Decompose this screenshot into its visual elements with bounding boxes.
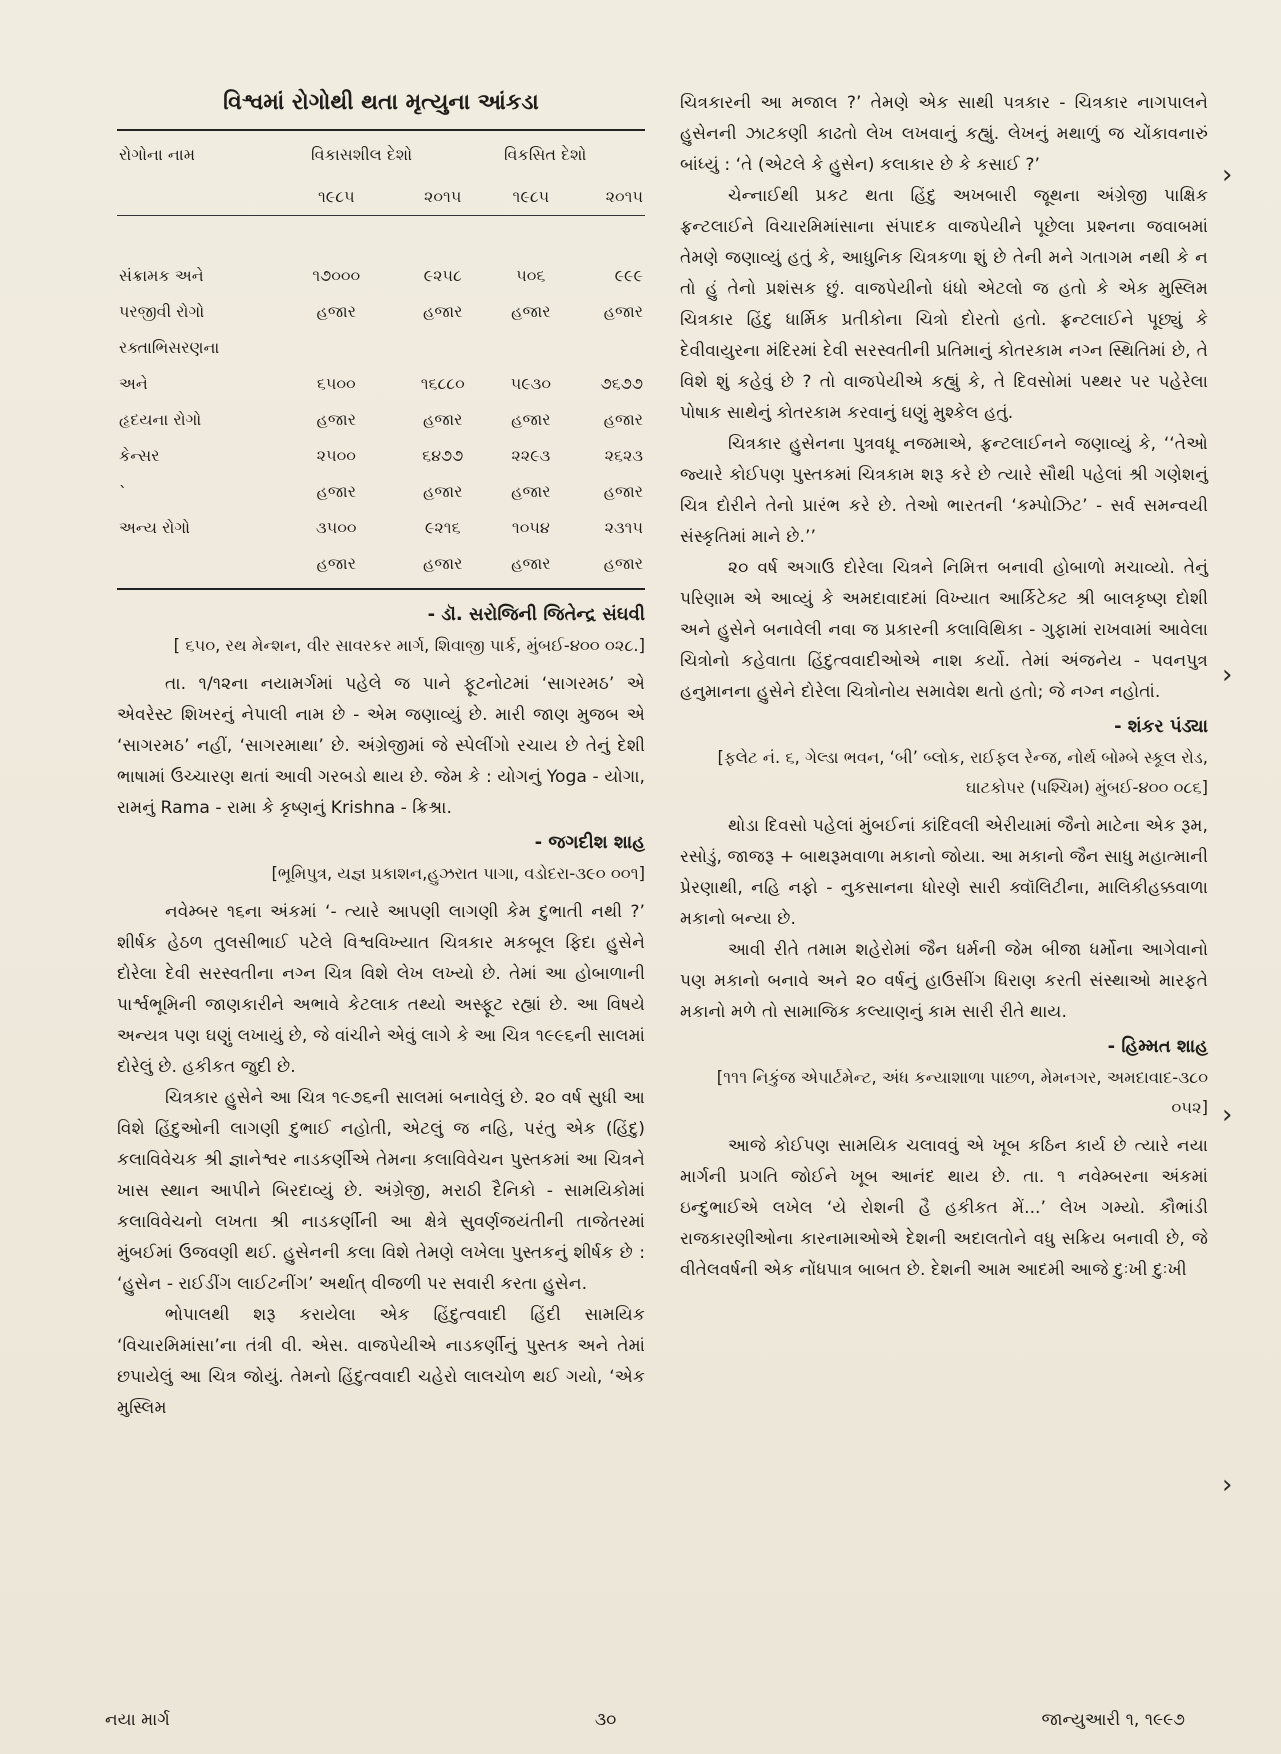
- table-row: [117, 510, 645, 546]
- value-cell: [494, 330, 568, 366]
- binding-clip-icon: ›: [1222, 1470, 1233, 1500]
- letter-paragraph: ૨૦ વર્ષ અગાઉ દોરેલા ચિત્રને નિમિત્ત બનાવી હોબાળો મચાવ્યો. તેનું પરિણામ એ આવ્યું કે અમદાવાદમાં વિખ્યાત આર્કિટેક્ટ શ્રી બાલકૃષ્ણ દોશી અને હુસેને બનાવેલી નવા જ પ્રકારની કલાવિથિકા - ગુફામાં રાખવામાં આવેલા ચિત્રોનો કહેવાતા હિંદુત્વવાદીઓએ નાશ કર્યો. તેમાં અંજનેય - પવનપુત્ર હનુમાનના હુસેને દોરેલા ચિત્રોનોય સમાવેશ થતો હતો; જે નગ્ન નહોતાં.: [680, 558, 1208, 702]
- table-title: વિશ્વમાં રોગોથી થતા મૃત્યુના આંકડા: [223, 90, 539, 115]
- table-bottom-rule: [117, 588, 645, 590]
- value-cell: ૨૬૨૩: [604, 446, 643, 465]
- table-row: [117, 294, 645, 330]
- disease-name-cell: અન્ય રોગો: [119, 518, 191, 537]
- page-number: ૩૦: [594, 1710, 617, 1730]
- signature: - હિમ્મત શાહ: [1107, 1036, 1208, 1057]
- value-cell: ૫૯૩૦: [510, 374, 551, 393]
- value-cell: હજાર: [316, 482, 356, 501]
- value-cell: [392, 330, 494, 366]
- header-disease-name: રોગોના નામ: [119, 145, 196, 164]
- value-cell: હજાર: [423, 302, 463, 321]
- disease-name-cell: પરજીવી રોગો: [119, 302, 205, 321]
- letter-paragraph: ચિત્રકાર હુસેને આ ચિત્ર ૧૯૭૬ની સાલમાં બનાવેલું છે. ૨૦ વર્ષ સુધી આ વિશે હિંદુઓની લાગણી દુભાઈ નહોતી, એટલું જ નહિ, પરંતુ એક (હિંદુ) કલાવિવેચક શ્રી જ્ઞાનેશ્વર નાડકર્ણીએ તેમના કલાવિવેચન પુસ્તકમાં આ ચિત્રને ખાસ સ્થાન આપીને બિરદાવ્યું છે. અંગ્રેજી, મરાઠી દૈનિકો - સામયિકોમાં કલાવિવેચનો લખતા શ્રી નાડકર્ણીની આ ક્ષેત્રે સુવર્ણજયંતીની તાજેતરમાં મુંબઈમાં ઉજવણી થઈ. હુસેનની કલા વિશે તેમણે લખેલા પુસ્તકનું શીર્ષક છે : ‘હુસેન - રાઈડીંગ લાઈટનીંગ’ અર્થાત્ વીજળી પર સવારી કરતા હુસેન.: [117, 1088, 645, 1294]
- disease-name-cell: હૃદયના રોગો: [119, 410, 202, 429]
- value-cell: હજાર: [423, 554, 463, 573]
- value-cell: ૯૯૯: [614, 266, 643, 285]
- issue-date: જાન્યુઆરી ૧, ૧૯૯૭: [1041, 1710, 1185, 1730]
- value-cell: ૨૩૧૫: [604, 518, 643, 537]
- letter-paragraph: ચિત્રકાર હુસેનના પુત્રવધૂ નજમાએ, ફ્રન્ટલાઈનને જણાવ્યું કે, ‘‘તેઓ જ્યારે કોઈપણ પુસ્તકમાં ચિત્રકામ શરૂ કરે છે ત્યારે સૌથી પહેલાં શ્રી ગણેશનું ચિત્ર દોરીને તેનો પ્રારંભ કરે છે. તેઓ ભારતની ‘કમ્પોઝિટ’ - સર્વ સમન્વયી સંસ્કૃતિમાં માને છે.’’: [680, 434, 1208, 547]
- value-cell: હજાર: [603, 302, 643, 321]
- header-year: ૨૦૧૫: [424, 187, 462, 206]
- letter-paragraph: નવેમ્બર ૧૬ના અંકમાં ‘- ત્યારે આપણી લાગણી કેમ દુભાતી નથી ?’ શીર્ષક હેઠળ તુલસીભાઈ પટેલે વિશ્વવિખ્યાત ચિત્રકાર મકબૂલ ફિદા હુસેને દોરેલા દેવી સરસ્વતીના નગ્ન ચિત્ર વિશે લેખ લખ્યો છે. તેમાં આ હોબાળાની પાર્શ્વભૂમિની જાણકારીને અભાવે કેટલાક તથ્યો અસ્ફૂટ રહ્યાં છે. આ વિષયે અન્યત્ર પણ ઘણું લખાયું છે, જે વાંચીને એવું લાગે કે આ ચિત્ર ૧૯૯૬ની સાલમાં દોરેલું છે. હકીકત જુદી છે.: [117, 902, 645, 1077]
- letter-paragraph: ચેન્નાઈથી પ્રકટ થતા હિંદુ અખબારી જૂથના અંગ્રેજી પાક્ષિક ફ્રન્ટલાઈને વિચારમિમાંસાના સંપાદક વાજપેયીને પૂછેલા પ્રશ્નના જવાબમાં તેમણે જણાવ્યું હતું કે, આધુનિક ચિત્રકળા શું છે તેની મને ગતાગમ નથી કે ન તો હું તેનો પ્રશંસક છું. વાજપેયીનો ધંધો એટલો જ હતો કે એક મુસ્લિમ ચિત્રકાર હિંદુ ધાર્મિક પ્રતીકોના ચિત્રો દોરતો હતો. ફ્રન્ટલાઈને પૂછ્યું કે દેવીવાયુરના મંદિરમાં દેવી સરસ્વતીની પ્રતિમાનું કોતરકામ નગ્ન સ્થિતિમાં છે, તે વિશે શું કહેવું છે ? તો વાજપેયીએ કહ્યું કે, તે દિવસોમાં પથ્થર પર પહેરેલા પોષાક સાથેનું કોતરકામ કરવાનું ઘણું મુશ્કેલ હતું.: [680, 186, 1208, 423]
- value-cell: ૭૬૭૭: [600, 374, 643, 393]
- table-header-rule: [117, 216, 645, 259]
- value-cell: ૬૪૭૭: [422, 446, 464, 465]
- header-developed: વિકસિત દેશો: [503, 145, 587, 164]
- value-cell: ૯૨૧૬: [424, 518, 461, 537]
- signature: - જગદીશ શાહ: [534, 832, 645, 853]
- disease-deaths-table: [117, 131, 645, 582]
- value-cell: હજાર: [511, 410, 551, 429]
- header-year: ૧૯૮૫: [512, 187, 550, 206]
- letter-paragraph: આવી રીતે તમામ શહેરોમાં જૈન ધર્મની જેમ બીજા ધર્મોના આગેવાનો પણ મકાનો બનાવે અને ૨૦ વર્ષનું હાઉસીંગ ધિરાણ કરતી સંસ્થાઓ મારફતે મકાનો મળે તો સામાજિક કલ્યાણનું કામ સારી રીતે થાય.: [680, 940, 1208, 1022]
- value-cell: હજાર: [423, 482, 463, 501]
- binding-clip-icon: ›: [1222, 1100, 1233, 1130]
- value-cell: હજાર: [603, 554, 643, 573]
- table-row: [117, 366, 645, 402]
- disease-name-cell: સંક્રામક અને: [119, 266, 204, 285]
- table-row: [117, 438, 645, 474]
- table-header-row: [117, 131, 645, 173]
- signature: - શંકર પંડ્યા: [1114, 716, 1208, 737]
- binding-clip-icon: ›: [1222, 160, 1233, 190]
- header-developing: વિકાસશીલ દેશો: [311, 145, 413, 164]
- header-year: ૨૦૧૫: [605, 187, 643, 206]
- value-cell: હજાર: [316, 554, 356, 573]
- table-row: [117, 474, 645, 510]
- disease-name-cell: રક્તાભિસરણના: [119, 338, 220, 357]
- value-cell: ૩૫૦૦: [316, 518, 357, 537]
- signature: - ડૉ. સરોજિની જિતેન્દ્ર સંઘવી: [427, 604, 645, 625]
- address: [૧૧૧ નિકુંજ એપાર્ટમેન્ટ, અંધ કન્યાશાળા પાછળ, મેમનગર, અમદાવાદ-૩૮૦ ૦૫૨]: [716, 1068, 1208, 1117]
- value-cell: ૨૨૯૩: [511, 446, 551, 465]
- value-cell: હજાર: [423, 410, 463, 429]
- value-cell: ૧૬૮૮૦: [420, 374, 465, 393]
- value-cell: ૫૦૬: [516, 266, 546, 285]
- value-cell: હજાર: [511, 482, 551, 501]
- right-column: [680, 88, 1208, 1286]
- disease-name-cell: [117, 546, 281, 582]
- value-cell: ૧૦૫૪: [511, 518, 550, 537]
- disease-name-cell: કેન્સર: [119, 446, 160, 465]
- value-cell: ૬૫૦૦: [316, 374, 356, 393]
- letter-paragraph: તા. ૧/૧૨ના નયામર્ગમાં પહેલે જ પાને ફૂટનોટમાં ‘સાગરમઠ’ એ એવરેસ્ટ શિખરનું નેપાલી નામ છે - એમ જણાવ્યું છે. મારી જાણ મુજબ એ ‘સાગરમઠ’ નહીં, ‘સાગરમાથા’ છે. અંગ્રેજીમાં જે સ્પેલીંગો રચાય છે તેનું દેશી ભાષામાં ઉચ્ચારણ થતાં આવી ગરબડો થાય છે. જેમ કે : યોગનું Yoga - યોગા, રામનું Rama - રામા કે કૃષ્ણનું Krishna - ક્રિશ્રા.: [117, 674, 645, 818]
- table-row: [117, 402, 645, 438]
- value-cell: હજાર: [316, 410, 356, 429]
- letter-paragraph: ભોપાલથી શરૂ કરાયેલા એક હિંદુત્વવાદી હિંદી સામયિક ‘વિચારમિમાંસા’ના તંત્રી વી. એસ. વાજપેયીએ નાડકર્ણીનું પુસ્તક અને તેમાં છપાયેલું આ ચિત્ર જોયું. તેમનો હિંદુત્વવાદી ચહેરો લાલચોળ થઈ ગયો, ‘એક મુસ્લિમ: [117, 1305, 645, 1418]
- value-cell: હજાર: [603, 410, 643, 429]
- page-footer: [105, 1710, 1185, 1730]
- value-cell: ૨૫૦૦: [316, 446, 356, 465]
- table-row: [117, 546, 645, 582]
- value-cell: હજાર: [316, 302, 356, 321]
- letter-paragraph: થોડા દિવસો પહેલાં મુંબઈનાં કાંદિવલી એરીયામાં જૈનો માટેના એક રૂમ, રસોડું, જાજરૂ + બાથરૂમવાળા મકાનો જોયા. આ મકાનો જૈન સાધુ મહાત્માની પ્રેરણાથી, નહિ નફો - નુકસાનના ધોરણે સારી ક્વૉલિટીના, માલિકીહક્કવાળા મકાનો બન્યા છે.: [680, 816, 1208, 929]
- table-year-row: [117, 173, 645, 216]
- value-cell: [281, 330, 392, 366]
- letter-paragraph: આજે કોઈપણ સામયિક ચલાવવું એ ખૂબ કઠિન કાર્ય છે ત્યારે નયા માર્ગની પ્રગતિ જોઈને ખૂબ આનંદ થાય છે. તા. ૧ નવેમ્બરના અંકમાં ઇન્દુભાઈએ લખેલ ‘યે રોશની હૈ હકીકત મેં...’ લેખ ગમ્યો. કૌભાંડી રાજકારણીઓના કારનામાઓએ દેશની અદાલતોને વધુ સક્રિય બનાવી છે, જે વીતેલવર્ષની એક નોંધપાત્ર બાબત છે. દેશની આમ આદમી આજે દુઃખી દુઃખી: [680, 1136, 1208, 1280]
- disease-name-cell: અને: [119, 374, 148, 393]
- address: [ભૂમિપુત્ર, યજ્ઞ પ્રકાશન,હુઝરાત પાગા, વડોદરા-૩૯૦ ૦૦૧]: [271, 864, 645, 883]
- address: [ફલેટ નં. ૬, ગેલ્ડા ભવન, ‘બી’ બ્લોક, રાઈફલ રેન્જ, નોર્થ બોમ્બે સ્કૂલ રોડ, ઘાટકોપર (પશ્ચિમ) મુંબઈ-૪૦૦ ૦૮૬]: [717, 748, 1208, 797]
- value-cell: હજાર: [511, 554, 551, 573]
- value-cell: હજાર: [603, 482, 643, 501]
- table-row: [117, 330, 645, 366]
- magazine-name: નયા માર્ગ: [105, 1710, 170, 1730]
- table-row: [117, 258, 645, 294]
- value-cell: હજાર: [511, 302, 551, 321]
- disease-name-cell: `: [119, 482, 127, 502]
- binding-clip-icon: ›: [1222, 660, 1233, 690]
- value-cell: [568, 330, 645, 366]
- table-body: [117, 258, 645, 582]
- left-column: [117, 80, 645, 1424]
- value-cell: ૧૭૦૦૦: [312, 266, 361, 285]
- letter-paragraph: ચિત્રકારની આ મજાલ ?’ તેમણે એક સાથી પત્રકાર - ચિત્રકાર નાગપાલને હુસેનની ઝાટકણી કાઢતો લેખ લખવાનું કહ્યું. લેખનું મથાળું જ ચોંકાવનારું બાંધ્યું : ‘તે (એટલે કે હુસેન) કલાકાર છે કે કસાઈ ?’: [680, 93, 1208, 175]
- value-cell: ૯૨૫૮: [423, 266, 462, 285]
- address: [ ૬૫૦, રથ મેન્શન, વીર સાવરકર માર્ગ, શિવાજી પાર્ક, મુંબઈ-૪૦૦ ૦૨૮.]: [173, 636, 645, 655]
- header-year: ૧૯૮૫: [317, 187, 355, 206]
